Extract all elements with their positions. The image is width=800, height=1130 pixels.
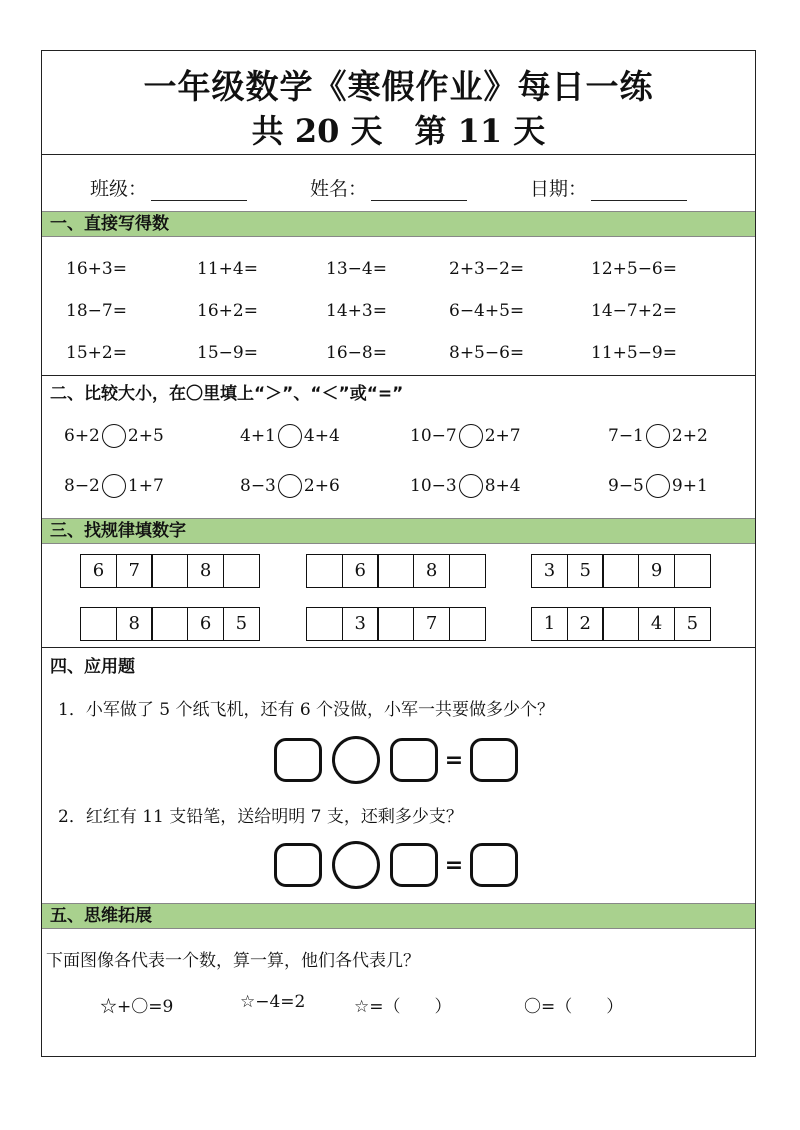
number-cell: 3 [342,607,379,641]
number-cell: 1 [531,607,568,641]
answer-box[interactable] [390,843,438,887]
left-expression: 10−3 [410,476,457,496]
number-sequence [80,607,260,641]
arithmetic-exercise: 12+5−6= [591,259,677,279]
blank-cell[interactable] [602,554,639,588]
right-expression: 9+1 [671,476,708,496]
left-expression: 4+1 [240,426,276,446]
number-cell: 8 [413,554,450,588]
arithmetic-exercise: 6−4+5= [449,301,525,321]
arithmetic-exercise: 13−4= [326,259,387,279]
name-field[interactable] [310,174,467,201]
right-expression: 4+4 [303,426,340,446]
blank-cell[interactable] [80,607,117,641]
class-blank[interactable] [151,182,247,201]
equals-sign: = [444,852,464,878]
number-sequence [80,554,260,588]
left-expression: 8−3 [240,476,276,496]
day-counter: 共 20 天 第 11 天 [251,112,546,150]
worksheet [41,50,756,1057]
number-cell: 5 [223,607,260,641]
right-expression: 2+2 [671,426,708,446]
comparison-item [64,424,164,448]
compare-circle[interactable] [278,474,302,498]
number-cell: 2 [567,607,604,641]
number-cell: 7 [413,607,450,641]
left-expression: 8−2 [64,476,100,496]
blank-cell[interactable] [151,607,188,641]
number-cell: 5 [674,607,711,641]
blank-cell[interactable] [449,554,486,588]
arithmetic-exercise: 15−9= [197,343,258,363]
divider [42,375,755,376]
left-expression: 10−7 [410,426,457,446]
comparison-item [608,424,708,448]
right-expression: 2+5 [127,426,164,446]
arithmetic-exercise: 15+2= [66,343,127,363]
blank-cell[interactable] [151,554,188,588]
puzzle-item: ☆−4=2 [240,992,306,1012]
puzzle-answer-star[interactable]: ☆=（ ） [354,997,452,1017]
number-cell: 6 [342,554,379,588]
class-field[interactable] [90,174,247,201]
left-expression: 7−1 [608,426,644,446]
date-label: 日期： [530,178,588,200]
arithmetic-exercise: 14+3= [326,301,387,321]
compare-circle[interactable] [102,474,126,498]
student-info-row [42,154,755,212]
number-cell: 3 [531,554,568,588]
number-sequence [306,554,486,588]
answer-box[interactable] [274,843,322,887]
right-expression: 8+4 [484,476,521,496]
section3-heading: 三、找规律填数字 [42,518,755,544]
class-label: 班级： [90,178,148,200]
number-cell: 4 [638,607,675,641]
divider [42,647,755,648]
blank-cell[interactable] [674,554,711,588]
number-sequence [531,554,711,588]
arithmetic-exercise: 16−8= [326,343,387,363]
operator-circle[interactable] [332,841,380,889]
number-cell: 8 [187,554,224,588]
left-expression: 9−5 [608,476,644,496]
equals-sign: = [444,747,464,773]
problem-2: 2．红红有 11 支铅笔，送给明明 7 支，还剩多少支？ [58,807,463,827]
number-cell: 7 [116,554,153,588]
arithmetic-exercise: 16+2= [197,301,258,321]
blank-cell[interactable] [377,607,414,641]
comparison-item [410,424,521,448]
problem-1: 1．小军做了 5 个纸飞机，还有 6 个没做，小军一共要做多少个？ [58,700,555,720]
name-label: 姓名： [310,178,368,200]
number-cell: 5 [567,554,604,588]
answer-box[interactable] [390,738,438,782]
comparison-item [608,474,708,498]
number-sequence [306,607,486,641]
arithmetic-exercise: 18−7= [66,301,127,321]
comparison-item [240,474,340,498]
puzzle-item: ☆+〇=9 [100,997,174,1017]
answer-equation-1 [274,736,518,784]
section2-heading: 二、比较大小，在〇里填上“＞”、“＜”或“=” [50,384,404,404]
blank-cell[interactable] [449,607,486,641]
blank-cell[interactable] [602,607,639,641]
comparison-item [240,424,340,448]
arithmetic-exercise: 16+3= [66,259,127,279]
section5-heading: 五、思维拓展 [42,903,755,929]
number-cell: 9 [638,554,675,588]
compare-circle[interactable] [646,424,670,448]
compare-circle[interactable] [459,474,483,498]
result-box[interactable] [470,843,518,887]
compare-circle[interactable] [102,424,126,448]
name-blank[interactable] [371,182,467,201]
compare-circle[interactable] [278,424,302,448]
compare-circle[interactable] [459,424,483,448]
number-cell: 6 [187,607,224,641]
blank-cell[interactable] [306,607,343,641]
arithmetic-exercise: 11+4= [197,259,258,279]
right-expression: 2+6 [303,476,340,496]
result-box[interactable] [470,738,518,782]
arithmetic-exercise: 14−7+2= [591,301,677,321]
comparison-item [64,474,164,498]
number-cell: 8 [116,607,153,641]
date-field[interactable] [530,174,687,201]
blank-cell[interactable] [306,554,343,588]
worksheet-title: 一年级数学《寒假作业》每日一练 [143,67,654,106]
section1-heading: 一、直接写得数 [42,211,755,237]
puzzle-answer-circle[interactable]: 〇=（ ） [524,997,624,1017]
answer-equation-2 [274,841,518,889]
title-box [42,51,755,155]
section4-heading: 四、应用题 [50,657,135,677]
blank-cell[interactable] [223,554,260,588]
right-expression: 1+7 [127,476,164,496]
date-blank[interactable] [591,182,687,201]
number-sequence [531,607,711,641]
left-expression: 6+2 [64,426,100,446]
blank-cell[interactable] [377,554,414,588]
section5-question: 下面图像各代表一个数，算一算，他们各代表几？ [46,951,420,971]
arithmetic-exercise: 11+5−9= [591,343,677,363]
arithmetic-exercise: 2+3−2= [449,259,525,279]
comparison-item [410,474,521,498]
compare-circle[interactable] [646,474,670,498]
number-cell: 6 [80,554,117,588]
arithmetic-exercise: 8+5−6= [449,343,525,363]
answer-box[interactable] [274,738,322,782]
right-expression: 2+7 [484,426,521,446]
operator-circle[interactable] [332,736,380,784]
